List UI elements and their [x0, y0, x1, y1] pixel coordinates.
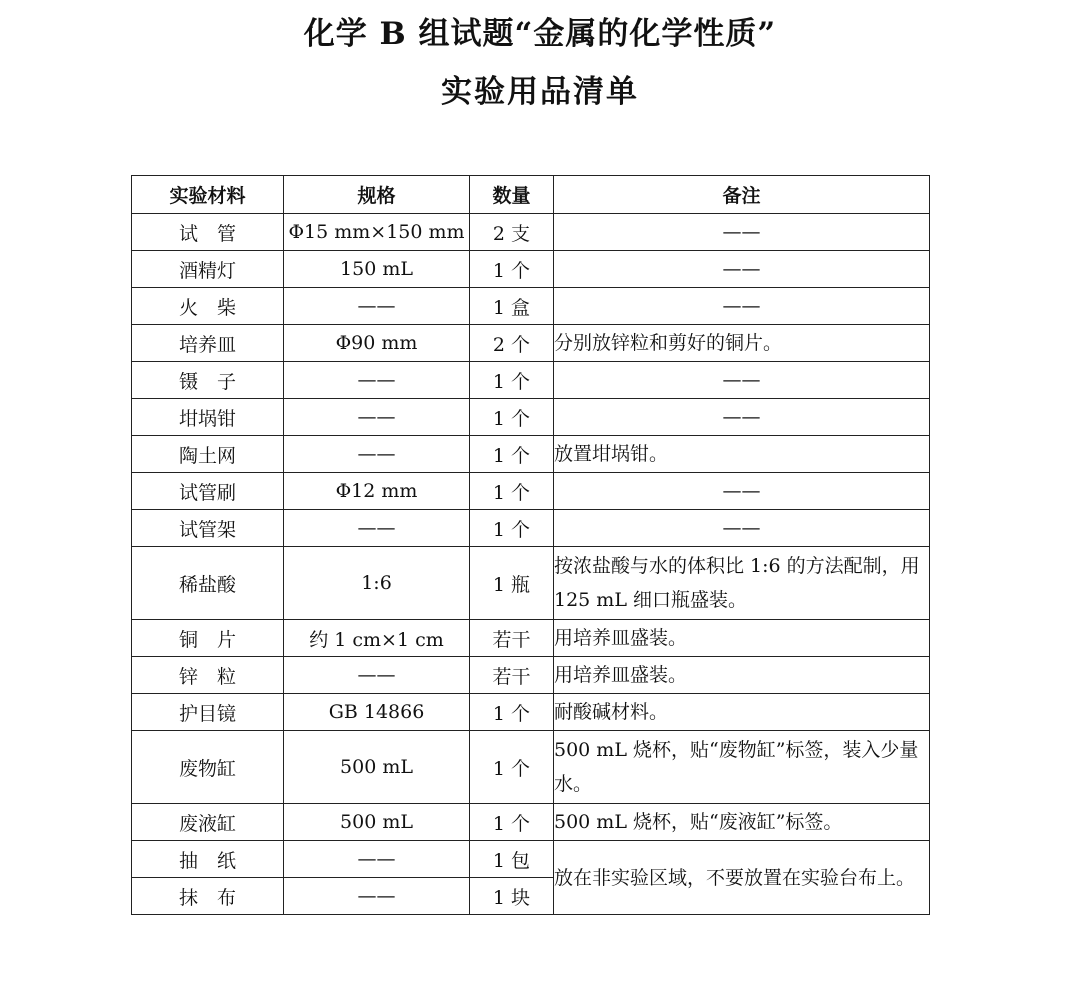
table-row — [132, 547, 930, 620]
material-spec: —— — [284, 399, 470, 436]
document-title: 化学 B 组试题“金属的化学性质” — [303, 16, 777, 52]
table-row — [132, 657, 930, 694]
table-row — [132, 731, 930, 804]
material-spec: —— — [284, 878, 470, 915]
material-qty: 若干 — [470, 620, 554, 657]
material-spec: —— — [284, 841, 470, 878]
material-note: 耐酸碱材料。 — [554, 694, 930, 731]
materials-table — [131, 175, 930, 915]
header-material: 实验材料 — [132, 176, 284, 214]
material-name: 试管刷 — [132, 473, 284, 510]
shared-note: 放在非实验区域，不要放置在实验台布上。 — [554, 841, 930, 915]
material-note: 用培养皿盛装。 — [554, 620, 930, 657]
table-row — [132, 510, 930, 547]
material-qty: 1 个 — [470, 731, 554, 804]
material-spec: —— — [284, 288, 470, 325]
table-row — [132, 804, 930, 841]
material-name: 废物缸 — [132, 731, 284, 804]
material-spec: Φ12 mm — [284, 473, 470, 510]
material-qty: 1 个 — [470, 362, 554, 399]
material-note: 放置坩埚钳。 — [554, 436, 930, 473]
material-name: 护目镜 — [132, 694, 284, 731]
material-spec: 500 mL — [284, 804, 470, 841]
material-name: 废液缸 — [132, 804, 284, 841]
header-spec: 规格 — [284, 176, 470, 214]
material-name: 酒精灯 — [132, 251, 284, 288]
material-qty: 1 盒 — [470, 288, 554, 325]
material-name: 铜 片 — [132, 620, 284, 657]
table-row — [132, 473, 930, 510]
material-spec: 500 mL — [284, 731, 470, 804]
material-name: 坩埚钳 — [132, 399, 284, 436]
table-row — [132, 288, 930, 325]
material-note: 按浓盐酸与水的体积比 1:6 的方法配制，用 125 mL 细口瓶盛装。 — [554, 547, 930, 620]
material-name: 镊 子 — [132, 362, 284, 399]
material-qty: 1 个 — [470, 251, 554, 288]
material-spec: GB 14866 — [284, 694, 470, 731]
table-row — [132, 436, 930, 473]
material-name: 抹 布 — [132, 878, 284, 915]
material-note: —— — [554, 510, 930, 547]
material-spec: Φ15 mm×150 mm — [284, 214, 470, 251]
material-qty: 1 个 — [470, 399, 554, 436]
material-spec: —— — [284, 436, 470, 473]
material-qty: 1 个 — [470, 510, 554, 547]
table-row — [132, 841, 930, 878]
material-note: —— — [554, 214, 930, 251]
material-name: 培养皿 — [132, 325, 284, 362]
table-row — [132, 214, 930, 251]
material-name: 火 柴 — [132, 288, 284, 325]
material-qty: 1 包 — [470, 841, 554, 878]
material-qty: 1 个 — [470, 473, 554, 510]
material-qty: 1 个 — [470, 694, 554, 731]
table-header-row — [132, 176, 930, 214]
material-note: —— — [554, 362, 930, 399]
table-row — [132, 399, 930, 436]
material-name: 抽 纸 — [132, 841, 284, 878]
table-row — [132, 325, 930, 362]
material-note: —— — [554, 473, 930, 510]
material-qty: 若干 — [470, 657, 554, 694]
material-qty: 1 个 — [470, 804, 554, 841]
material-note: 500 mL 烧杯，贴“废液缸”标签。 — [554, 804, 930, 841]
material-qty: 2 个 — [470, 325, 554, 362]
header-qty: 数量 — [470, 176, 554, 214]
material-note: —— — [554, 399, 930, 436]
material-qty: 2 支 — [470, 214, 554, 251]
table-row — [132, 251, 930, 288]
table-row — [132, 362, 930, 399]
material-spec: 约 1 cm×1 cm — [284, 620, 470, 657]
material-spec: Φ90 mm — [284, 325, 470, 362]
material-spec: —— — [284, 657, 470, 694]
document-subtitle: 实验用品清单 — [441, 74, 639, 110]
material-name: 试 管 — [132, 214, 284, 251]
material-qty: 1 瓶 — [470, 547, 554, 620]
material-spec: —— — [284, 510, 470, 547]
material-note: 用培养皿盛装。 — [554, 657, 930, 694]
material-qty: 1 个 — [470, 436, 554, 473]
material-name: 锌 粒 — [132, 657, 284, 694]
header-note: 备注 — [554, 176, 930, 214]
material-note: 分别放锌粒和剪好的铜片。 — [554, 325, 930, 362]
material-note: 500 mL 烧杯，贴“废物缸”标签，装入少量水。 — [554, 731, 930, 804]
table-row — [132, 620, 930, 657]
material-qty: 1 块 — [470, 878, 554, 915]
table-row — [132, 694, 930, 731]
material-spec: —— — [284, 362, 470, 399]
material-spec: 150 mL — [284, 251, 470, 288]
material-name: 试管架 — [132, 510, 284, 547]
material-spec: 1:6 — [284, 547, 470, 620]
material-name: 稀盐酸 — [132, 547, 284, 620]
material-name: 陶土网 — [132, 436, 284, 473]
material-note: —— — [554, 288, 930, 325]
material-note: —— — [554, 251, 930, 288]
